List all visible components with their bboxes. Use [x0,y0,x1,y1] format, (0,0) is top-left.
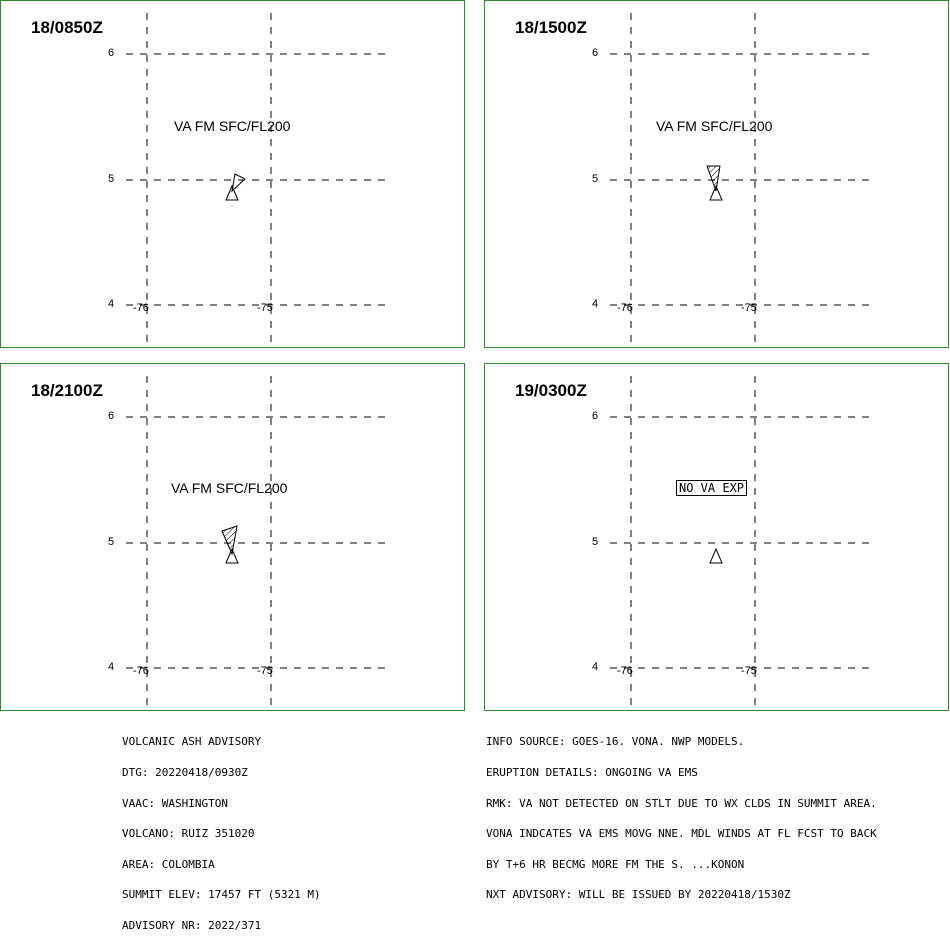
lat-tick-label: 4 [108,298,115,310]
valid-time: 19/0300Z [515,381,587,400]
lat-tick-label: 6 [108,47,115,59]
lon-tick-label: -75 [257,665,273,677]
lon-tick-label: -76 [617,302,633,314]
no-va-expected-label: NO VA EXP [676,480,747,496]
lat-tick-label: 5 [592,173,599,185]
ash-cloud-polygon [707,166,720,191]
volcano-symbol [226,186,238,200]
forecast-panel-2 [484,0,949,348]
advisory-details-block [486,717,877,911]
valid-time: 18/0850Z [31,18,103,37]
advisory-line: VONA INDCATES VA EMS MOVG NNE. MDL WINDS AT FL FCST TO BACK [486,827,877,841]
lon-tick-label: -75 [741,665,757,677]
lon-tick-label: -75 [257,302,273,314]
lat-tick-label: 5 [592,536,599,548]
ash-level-label: VA FM SFC/FL200 [171,480,288,496]
lat-tick-label: 6 [592,410,599,422]
advisory-line: DTG: 20220418/0930Z [122,766,248,779]
lat-tick-label: 5 [108,173,115,185]
lat-tick-label: 4 [108,661,115,673]
advisory-line: VOLCANIC ASH ADVISORY [122,735,262,749]
map-grid [1,364,466,712]
advisory-line: AREA: COLOMBIA [122,857,215,871]
ash-cloud-polygon [222,526,237,554]
advisory-line: SUMMIT ELEV: 17457 FT (5321 M) [122,888,321,902]
lon-tick-label: -76 [133,665,149,677]
map-grid [485,1,950,349]
ash-level-label: VA FM SFC/FL200 [174,118,291,134]
ash-cloud-polygon [232,174,245,191]
advisory-line: BY T+6 HR BECMG MORE FM THE S. ...KONON [486,857,745,871]
ash-level-label: VA FM SFC/FL200 [656,118,773,134]
forecast-panel-1 [0,0,465,348]
lat-tick-label: 4 [592,298,599,310]
map-grid [1,1,466,349]
lat-tick-label: 6 [592,47,599,59]
valid-time: 18/1500Z [515,18,587,37]
forecast-panel-4 [484,363,949,711]
lat-tick-label: 5 [108,536,115,548]
advisory-line: INFO SOURCE: GOES-16. VONA. NWP MODELS. [486,735,745,749]
map-grid [485,364,950,712]
advisory-line: VAAC: WASHINGTON [122,796,228,810]
advisory-line: VOLCANO: RUIZ 351020 [122,827,255,841]
advisory-line: RMK: VA NOT DETECTED ON STLT DUE TO WX CLDS IN SUMMIT AREA. [486,796,877,810]
lon-tick-label: -76 [133,302,149,314]
forecast-panel-3 [0,363,465,711]
advisory-line: ERUPTION DETAILS: ONGOING VA EMS [486,766,698,779]
lon-tick-label: -76 [617,665,633,677]
volcano-symbol [710,549,722,563]
valid-time: 18/2100Z [31,381,103,400]
lat-tick-label: 4 [592,661,599,673]
lon-tick-label: -75 [741,302,757,314]
advisory-line: NXT ADVISORY: WILL BE ISSUED BY 20220418/1530Z [486,888,791,902]
advisory-line: ADVISORY NR: 2022/371 [122,918,262,932]
advisory-header-block [122,717,321,941]
lat-tick-label: 6 [108,410,115,422]
